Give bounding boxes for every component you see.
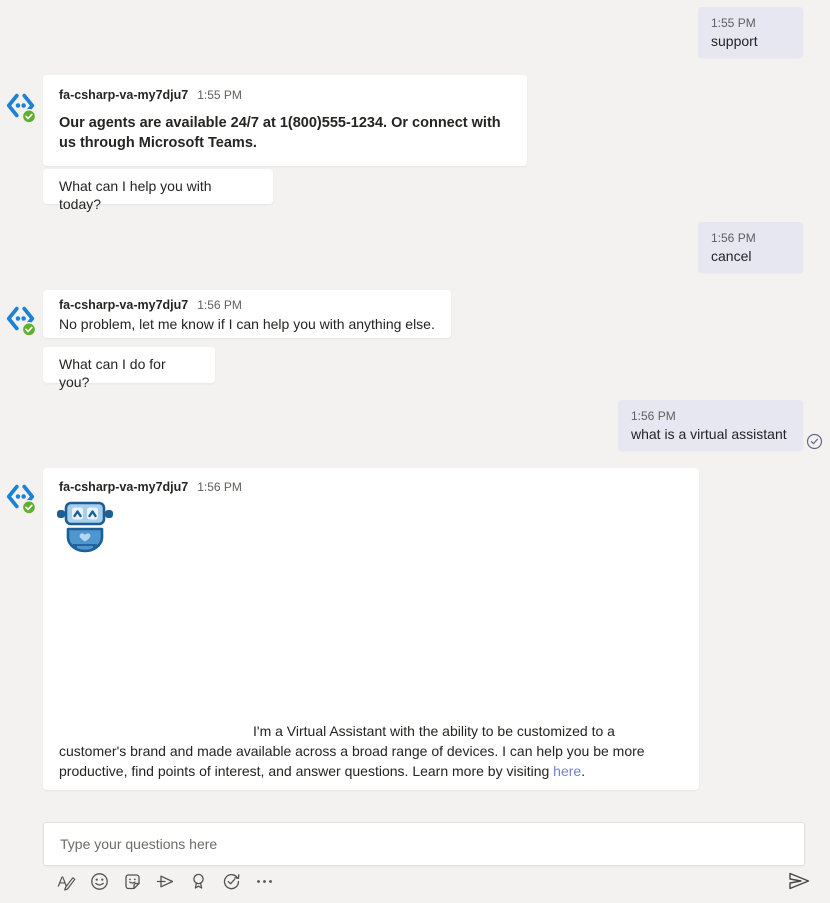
bot-avatar	[5, 303, 37, 337]
send-icon[interactable]	[786, 868, 812, 894]
refresh-check-icon[interactable]	[220, 870, 242, 892]
message-text: support	[711, 33, 758, 49]
bot-message-help-today	[43, 169, 273, 212]
bot-message-va-intro	[43, 468, 699, 790]
bot-name: fa-csharp-va-my7dju7	[59, 298, 189, 312]
user-message-what-is-va	[618, 400, 803, 451]
composer-toolbar	[55, 870, 275, 892]
bot-framework-icon	[5, 481, 37, 515]
message-header	[59, 296, 435, 314]
message-text	[59, 721, 683, 781]
stream-icon[interactable]	[154, 870, 176, 892]
bot-name: fa-csharp-va-my7dju7	[59, 88, 189, 102]
message-input[interactable]	[43, 822, 805, 866]
robot-emoji-image	[56, 501, 114, 553]
emoji-icon[interactable]	[88, 870, 110, 892]
bot-name: fa-csharp-va-my7dju7	[59, 480, 189, 494]
bot-message-agents	[43, 75, 527, 166]
va-intro-period: .	[581, 763, 586, 779]
user-message-cancel	[698, 222, 803, 273]
message-timestamp: 1:56 PM	[197, 298, 242, 312]
bot-framework-icon	[5, 90, 37, 124]
presence-available-badge	[22, 323, 35, 336]
message-header	[59, 478, 683, 496]
sticker-icon[interactable]	[121, 870, 143, 892]
format-icon[interactable]	[55, 870, 77, 892]
svg-text:A: A	[57, 874, 67, 890]
message-timestamp: 1:56 PM	[631, 409, 676, 423]
presence-available-badge	[22, 110, 35, 123]
message-timestamp: 1:56 PM	[711, 231, 756, 245]
message-timestamp: 1:55 PM	[711, 16, 756, 30]
message-header	[59, 86, 511, 104]
message-text: Our agents are available 24/7 at 1(800)555-1234. Or connect with us through Microsoft Teams.	[59, 115, 501, 151]
bot-message-no-problem	[43, 290, 451, 338]
here-link[interactable]: here	[553, 763, 582, 779]
message-text: No problem, let me know if I can help you with anything else.	[59, 316, 435, 332]
praise-icon[interactable]	[187, 870, 209, 892]
bot-avatar	[5, 481, 37, 515]
message-seen-icon	[806, 433, 823, 450]
bot-avatar	[5, 90, 37, 124]
bot-message-do-for-you	[43, 347, 215, 390]
message-text: What can I help you with today?	[59, 178, 212, 212]
message-timestamp: 1:56 PM	[197, 480, 242, 494]
more-options-icon[interactable]	[253, 870, 275, 892]
message-text: what is a virtual assistant	[631, 426, 787, 442]
message-text: What can I do for you?	[59, 356, 166, 390]
message-timestamp: 1:55 PM	[197, 88, 242, 102]
user-message-support	[698, 7, 803, 58]
presence-available-badge	[22, 501, 35, 514]
message-text: cancel	[711, 248, 752, 264]
va-intro-text: I'm a Virtual Assistant with the ability to be customized to a customer's brand and made available across a broad range of devices. I can help you be more productive, find points of interest, and answer questions. Learn more by visiting	[59, 723, 645, 779]
bot-framework-icon	[5, 303, 37, 337]
